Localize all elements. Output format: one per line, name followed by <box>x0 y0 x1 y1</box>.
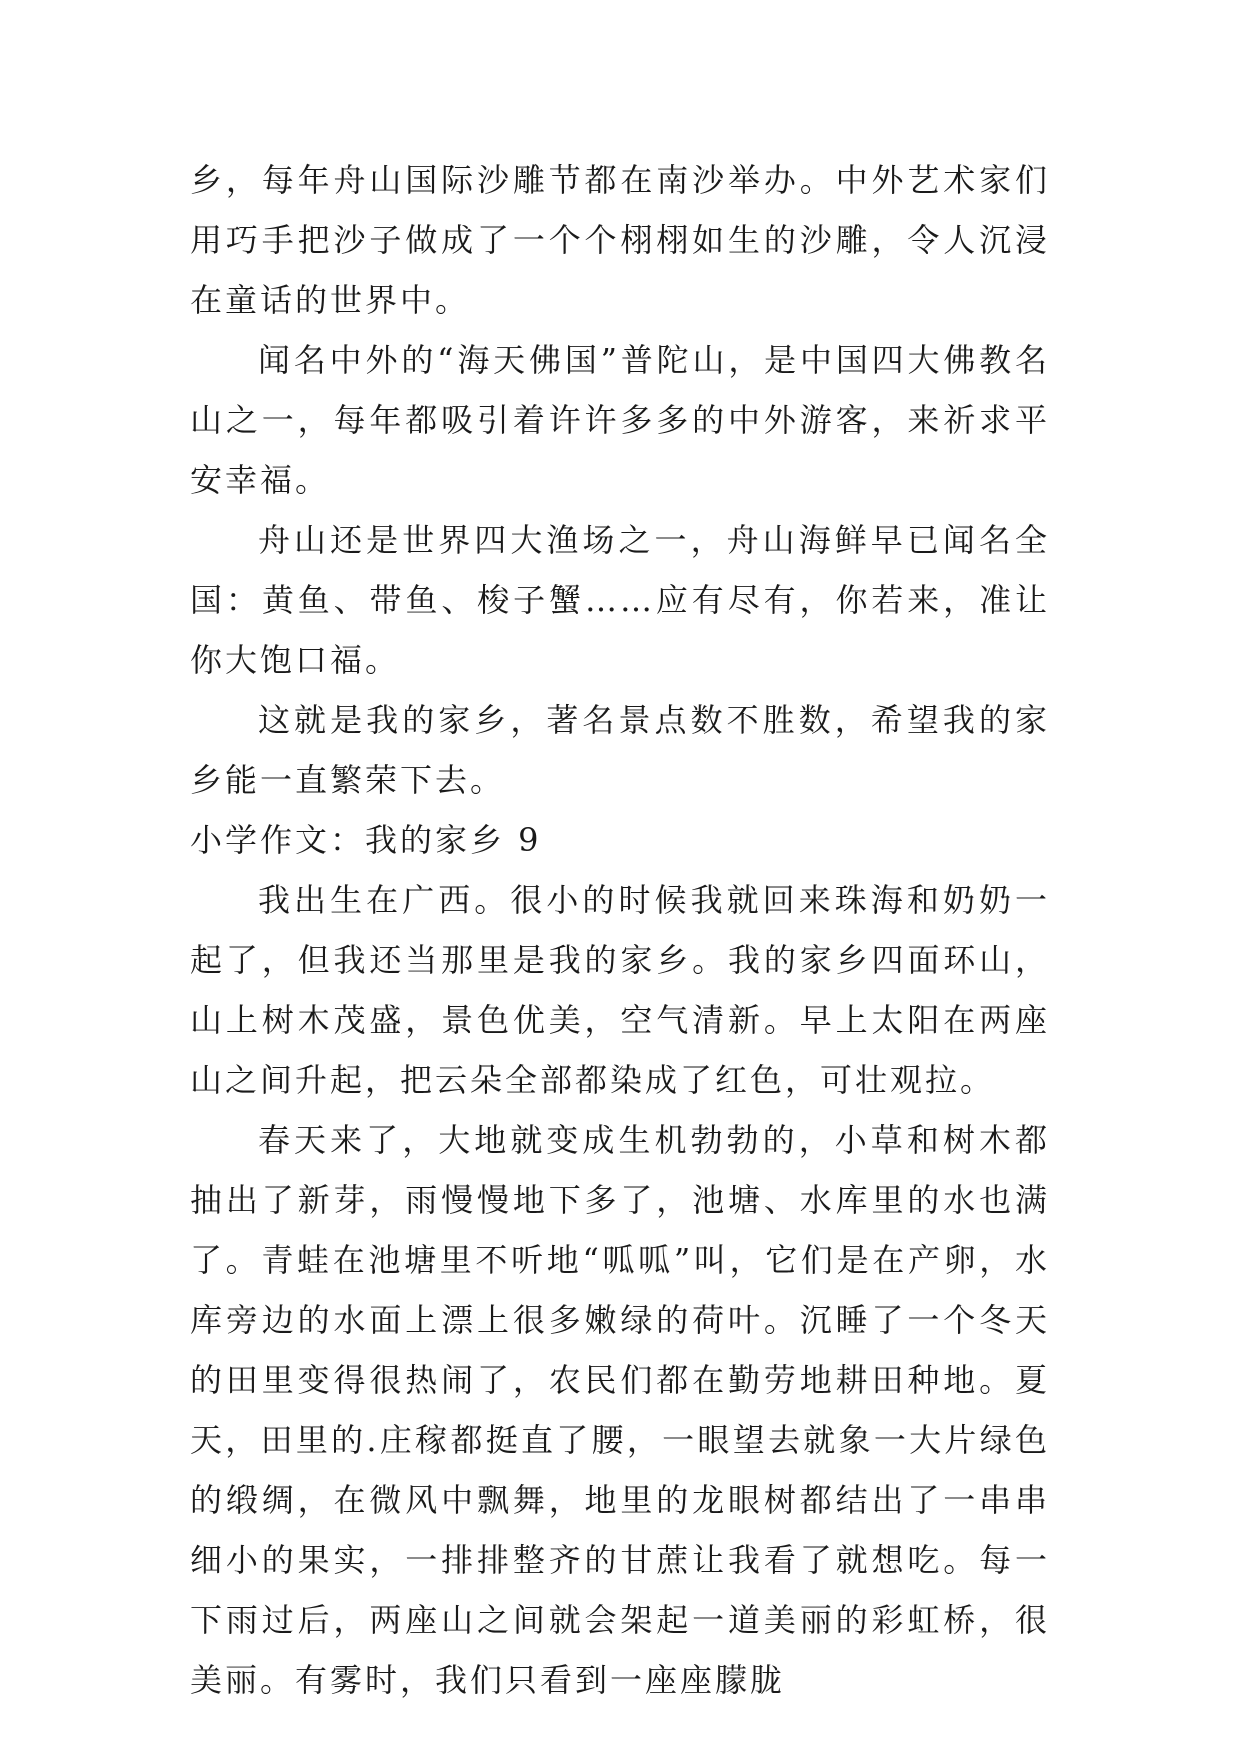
paragraph-2: 闻名中外的“海天佛国”普陀山，是中国四大佛教名山之一，每年都吸引着许许多多的中外游客，来祈求平安幸福。 <box>190 341 1050 499</box>
section-title: 小学作文：我的家乡 9 <box>190 821 542 859</box>
section-paragraph-2: 春天来了，大地就变成生机勃勃的，小草和树木都抽出了新芽，雨慢慢地下多了，池塘、水库里的水也满了。青蛙在池塘里不听地“呱呱”叫，它们是在产卵，水库旁边的水面上漂上很多嫩绿的荷叶。沉睡了一个冬天的田里变得很热闹了，农民们都在勤劳地耕田种地。夏天，田里的.庄稼都挺直了腰，一眼望去就象一大片绿色的缎绸，在微风中飘舞，地里的龙眼树都结出了一串串细小的果实，一排排整齐的甘蔗让我看了就想吃。每一下雨过后，两座山之间就会架起一道美丽的彩虹桥，很美丽。有雾时，我们只看到一座座朦胧 <box>190 1121 1050 1699</box>
paragraph-4: 这就是我的家乡，著名景点数不胜数，希望我的家乡能一直繁荣下去。 <box>190 701 1050 799</box>
document-body <box>190 150 1050 1710</box>
section-paragraph-1: 我出生在广西。很小的时候我就回来珠海和奶奶一起了，但我还当那里是我的家乡。我的家乡四面环山，山上树木茂盛，景色优美，空气清新。早上太阳在两座山之间升起，把云朵全部都染成了红色，可壮观拉。 <box>190 881 1050 1099</box>
paragraph-1: 乡，每年舟山国际沙雕节都在南沙举办。中外艺术家们用巧手把沙子做成了一个个栩栩如生的沙雕，令人沉浸在童话的世界中。 <box>190 161 1050 319</box>
paragraph-3: 舟山还是世界四大渔场之一，舟山海鲜早已闻名全国：黄鱼、带鱼、梭子蟹……应有尽有，你若来，准让你大饱口福。 <box>190 521 1050 679</box>
